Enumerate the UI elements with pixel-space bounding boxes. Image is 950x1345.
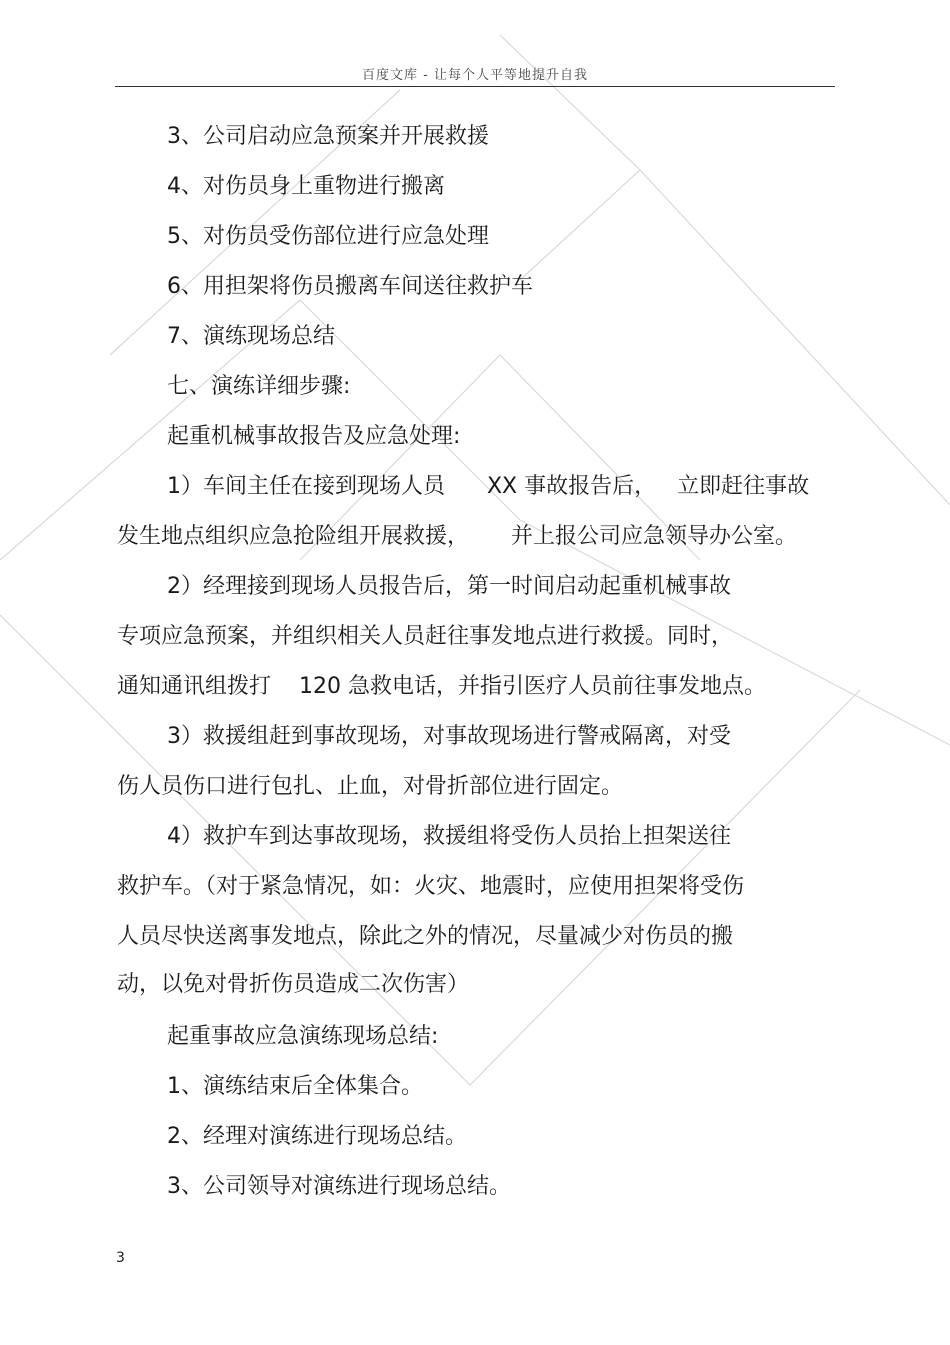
paragraph-line: 1）车间主任在接到现场人员 XX 事故报告后， 立即赶往事故 bbox=[167, 474, 810, 499]
subsection-heading: 起重机械事故报告及应急处理: bbox=[167, 424, 461, 449]
section-heading: 七、演练详细步骤: bbox=[167, 374, 351, 399]
list-item: 1、演练结束后全体集合。 bbox=[167, 1074, 423, 1099]
list-item: 2、经理对演练进行现场总结。 bbox=[167, 1124, 467, 1149]
paragraph-line: 专项应急预案，并组织相关人员赶往事发地点进行救援。同时， bbox=[117, 624, 734, 649]
subsection-heading: 起重事故应急演练现场总结: bbox=[167, 1024, 439, 1049]
list-item: 7、演练现场总结 bbox=[167, 324, 335, 349]
list-item: 3、公司领导对演练进行现场总结。 bbox=[167, 1174, 511, 1199]
page-number: 3 bbox=[116, 1250, 125, 1266]
paragraph-line: 4）救护车到达事故现场，救援组将受伤人员抬上担架送往 bbox=[167, 824, 731, 849]
header-divider bbox=[115, 86, 835, 87]
paragraph-line: 3）救援组赶到事故现场，对事故现场进行警戒隔离，对受 bbox=[167, 724, 731, 749]
list-item: 5、对伤员受伤部位进行应急处理 bbox=[167, 224, 489, 249]
paragraph-line: 伤人员伤口进行包扎、止血，对骨折部位进行固定。 bbox=[117, 774, 624, 799]
paragraph-line: 救护车。（对于紧急情况，如：火灾、地震时，应使用担架将受伤 bbox=[117, 874, 745, 899]
paragraph-line: 人员尽快送离事发地点，除此之外的情况，尽量减少对伤员的搬 bbox=[117, 924, 734, 949]
paragraph-line: 通知通讯组拨打 120 急救电话，并指引医疗人员前往事发地点。 bbox=[117, 674, 766, 699]
paragraph-line: 动，以免对骨折伤员造成二次伤害） bbox=[117, 972, 470, 997]
list-item: 3、公司启动应急预案并开展救援 bbox=[167, 124, 489, 149]
page-header: 百度文库 - 让每个人平等地提升自我 bbox=[362, 68, 588, 83]
list-item: 6、用担架将伤员搬离车间送往救护车 bbox=[167, 274, 533, 299]
paragraph-line: 2）经理接到现场人员报告后，第一时间启动起重机械事故 bbox=[167, 574, 731, 599]
paragraph-line: 发生地点组织应急抢险组开展救援， 并上报公司应急领导办公室。 bbox=[117, 524, 797, 549]
list-item: 4、对伤员身上重物进行搬离 bbox=[167, 174, 445, 199]
